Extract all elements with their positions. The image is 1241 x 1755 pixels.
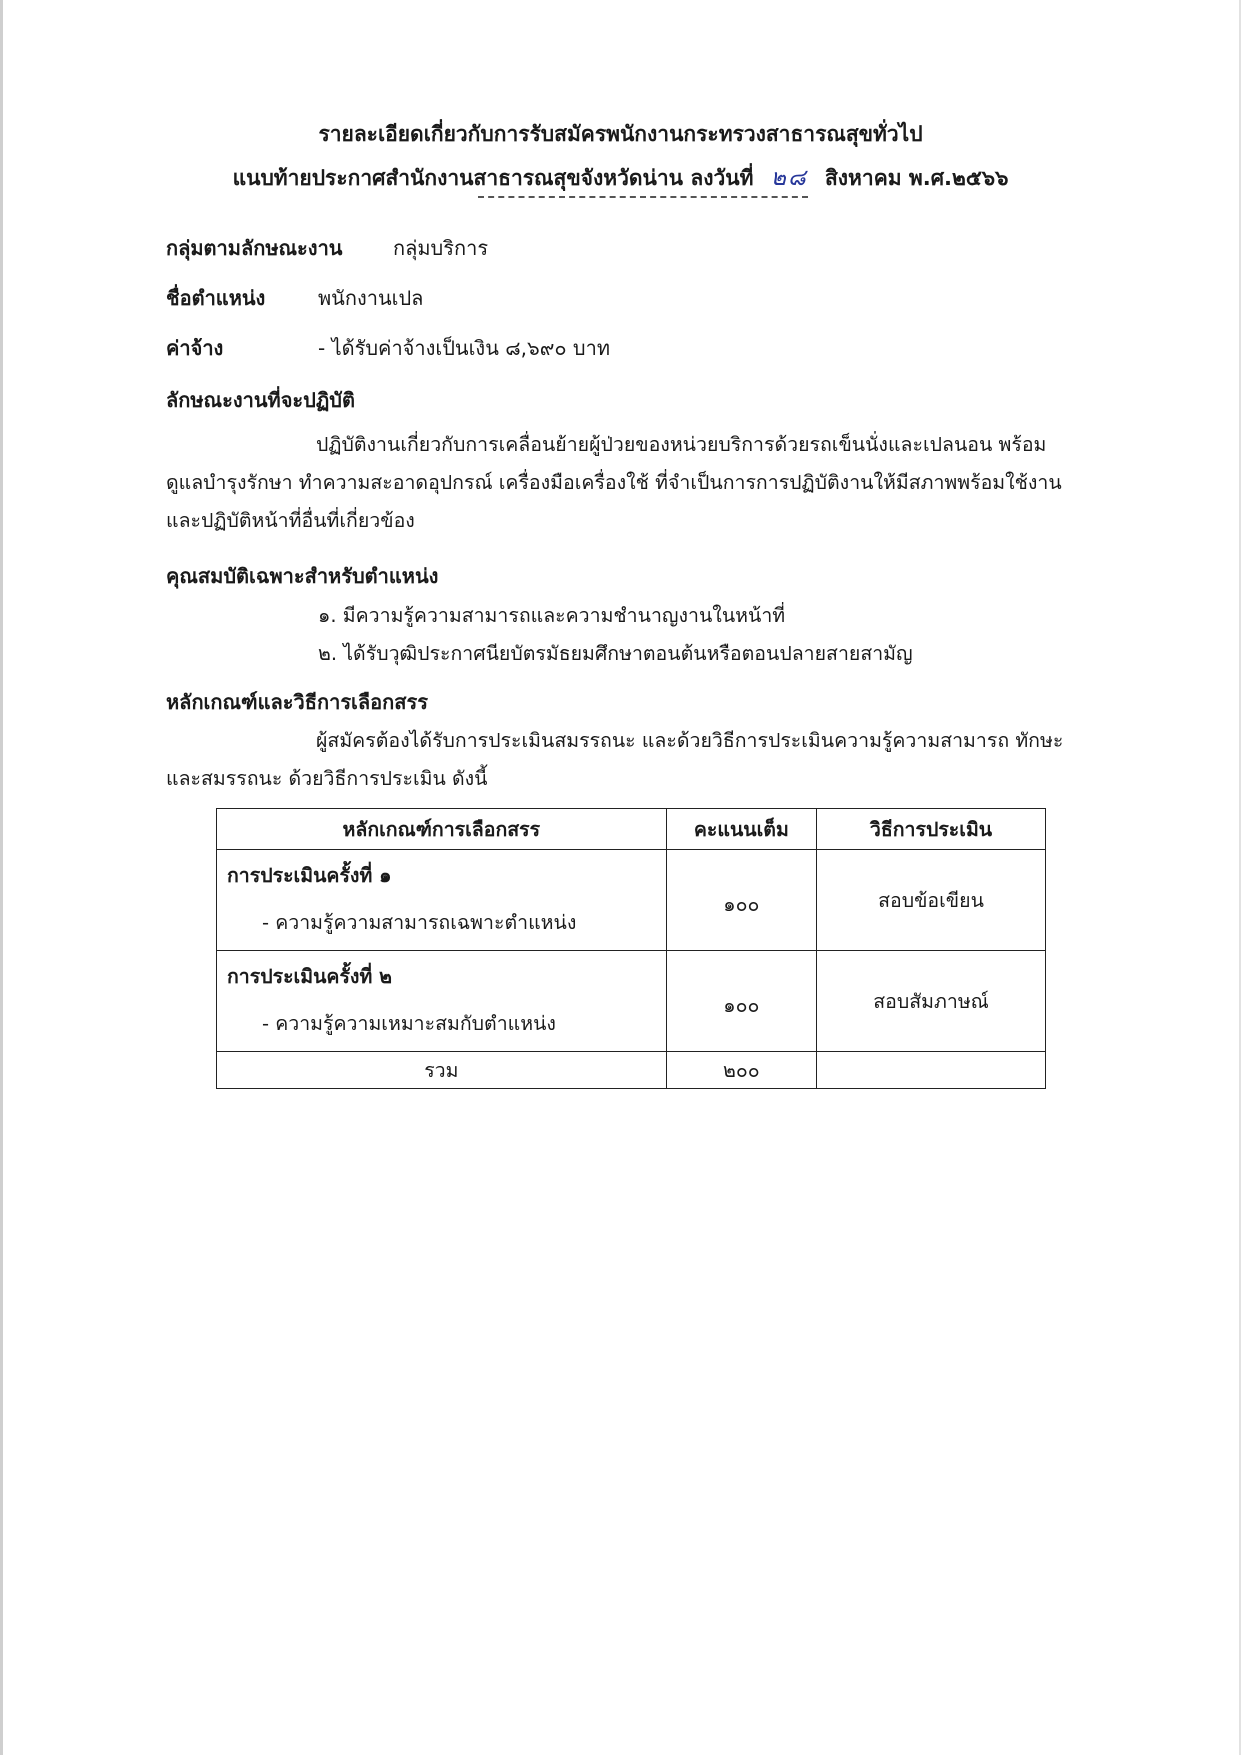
- header-full-score: คะแนนเต็ม: [666, 809, 816, 850]
- criteria-table: [216, 808, 1046, 1089]
- title-prefix: แนบท้ายประกาศสำนักงานสาธารณสุขจังหวัดน่าน ลงวันที่: [232, 166, 754, 190]
- wage-label: ค่าจ้าง: [166, 336, 224, 360]
- wage-value: - ได้รับค่าจ้างเป็นเงิน ๘,๖๙๐ บาท: [318, 336, 611, 360]
- title-suffix: สิงหาคม พ.ศ.๒๕๖๖: [824, 166, 1009, 190]
- round-2-item: - ความรู้ความเหมาะสมกับตำแหน่ง: [262, 1012, 556, 1035]
- header-method: วิธีการประเมิน: [817, 809, 1046, 850]
- duties-paragraph: [166, 426, 1121, 540]
- title-line-2: [0, 160, 1241, 196]
- table-row: [217, 951, 1046, 1052]
- criteria-line-1: ผู้สมัครต้องได้รับการประเมินสมรรถนะ และด้วยวิธีการประเมินความรู้ความสามารถ ทักษะ: [316, 729, 1064, 752]
- total-label: รวม: [217, 1052, 667, 1089]
- criteria-line-2: และสมรรถนะ ด้วยวิธีการประเมิน ดังนี้: [166, 767, 488, 790]
- duties-line-2: ดูแลบำรุงรักษา ทำความสะอาดอุปกรณ์ เครื่องมือเครื่องใช้ ที่จำเป็นการการปฏิบัติงานให้มีสภาพพร้อมใช้งาน: [166, 471, 1062, 494]
- qualifications-heading: คุณสมบัติเฉพาะสำหรับตำแหน่ง: [166, 564, 439, 588]
- duties-line-1: ปฏิบัติงานเกี่ยวกับการเคลื่อนย้ายผู้ป่วยของหน่วยบริการด้วยรถเข็นนั่งและเปลนอน พร้อม: [316, 433, 1047, 456]
- table-row: [217, 850, 1046, 951]
- position-value: พนักงานเปล: [318, 286, 424, 310]
- table-header-row: [217, 809, 1046, 850]
- handwritten-day: ๒๘: [770, 165, 808, 191]
- title-line-1: รายละเอียดเกี่ยวกับการรับสมัครพนักงานกระทรวงสาธารณสุขทั่วไป: [318, 122, 923, 146]
- duties-heading: ลักษณะงานที่จะปฏิบัติ: [166, 388, 355, 412]
- separator-line: [478, 196, 808, 198]
- round-2-title: การประเมินครั้งที่ ๒: [227, 965, 392, 988]
- total-score: ๒๐๐: [666, 1052, 816, 1089]
- criteria-paragraph: [166, 722, 1121, 798]
- round-2-score: ๑๐๐: [666, 951, 816, 1052]
- round-1-method: สอบข้อเขียน: [817, 850, 1046, 951]
- round-1-item: - ความรู้ความสามารถเฉพาะตำแหน่ง: [262, 911, 577, 934]
- group-label: กลุ่มตามลักษณะงาน: [166, 236, 343, 260]
- round-2-cell: [217, 951, 667, 1052]
- header-criteria: หลักเกณฑ์การเลือกสรร: [217, 809, 667, 850]
- table-total-row: [217, 1052, 1046, 1089]
- round-1-cell: [217, 850, 667, 951]
- round-1-score: ๑๐๐: [666, 850, 816, 951]
- total-method-empty: [817, 1052, 1046, 1089]
- group-value: กลุ่มบริการ: [393, 236, 489, 260]
- qualification-item-2: ๒. ได้รับวุฒิประกาศนียบัตรมัธยมศึกษาตอนต้นหรือตอนปลายสายสามัญ: [318, 642, 913, 665]
- qualification-item-1: ๑. มีความรู้ความสามารถและความชำนาญงานในหน้าที่: [318, 604, 786, 627]
- round-1-title: การประเมินครั้งที่ ๑: [227, 864, 392, 887]
- round-2-method: สอบสัมภาษณ์: [817, 951, 1046, 1052]
- criteria-heading: หลักเกณฑ์และวิธีการเลือกสรร: [166, 690, 428, 714]
- scan-edge-left: [0, 0, 3, 1755]
- duties-line-3: และปฏิบัติหน้าที่อื่นที่เกี่ยวข้อง: [166, 509, 415, 532]
- position-label: ชื่อตำแหน่ง: [166, 286, 266, 310]
